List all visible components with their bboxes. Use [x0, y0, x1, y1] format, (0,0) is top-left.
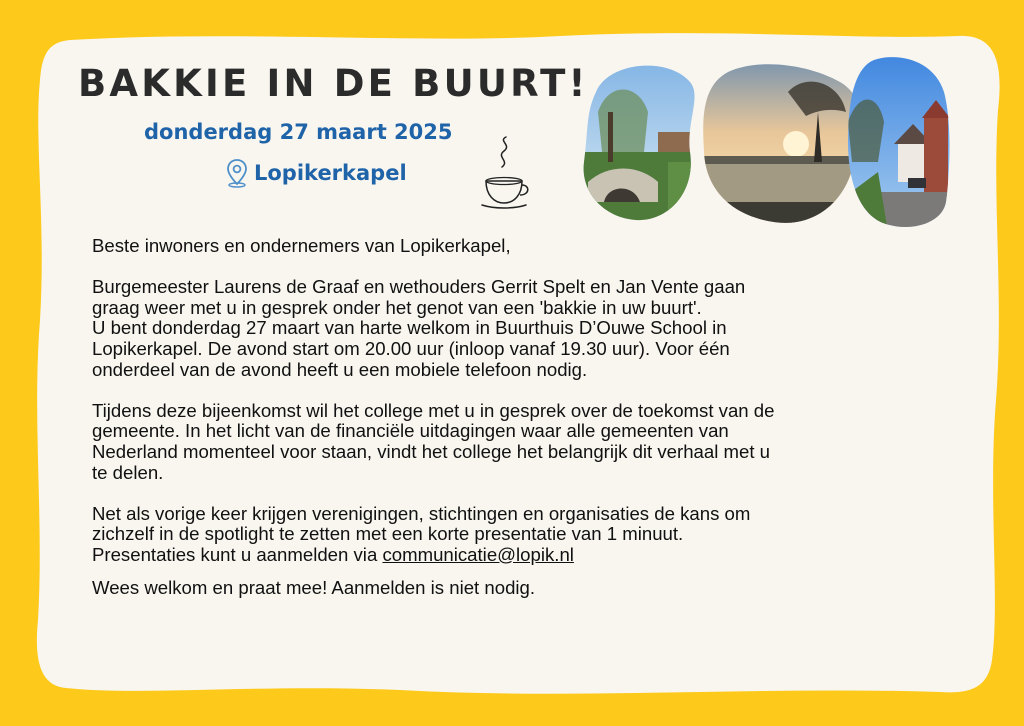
paragraph3-line2: zichzelf in de spotlight te zetten met een korte presentatie van 1 minuut. [92, 523, 684, 545]
paragraph2-line2: gemeente. In het licht van de financiële uitdagingen waar alle gemeenten van [92, 420, 729, 442]
paragraph3-line3-text: Presentaties kunt u aanmelden via [92, 543, 383, 565]
page-title: BAKKIE IN DE BUURT! [78, 62, 589, 105]
paragraph1-line3: U bent donderdag 27 maart van harte welkom in Buurthuis D’Ouwe School in [92, 317, 727, 339]
email-link[interactable]: communicatie@lopik.nl [382, 543, 574, 565]
paragraph1-line5: onderdeel van de avond heeft u een mobiele telefoon nodig. [92, 358, 588, 380]
paragraph2-line3: Nederland momenteel voor staan, vindt het college het belangrijk dit verhaal met u [92, 440, 771, 462]
greeting: Beste inwoners en ondernemers van Lopikerkapel, [92, 235, 511, 256]
paragraph3-line1: Net als vorige keer krijgen verenigingen, stichtingen en organisaties de kans om [92, 502, 751, 524]
closing-line: Wees welkom en praat mee! Aanmelden is niet nodig. [92, 576, 536, 598]
event-date: donderdag 27 maart 2025 [144, 120, 453, 144]
photo-canal-bridge [578, 52, 708, 232]
location-label: Lopikerkapel [254, 161, 407, 185]
paragraph3-line3 [92, 545, 972, 566]
location-pin-icon [224, 158, 250, 188]
photo-village-street [838, 52, 958, 232]
photo-collage [578, 52, 958, 232]
coffee-cup-icon [480, 133, 532, 211]
event-location [224, 158, 407, 188]
paragraph1-line4: Lopikerkapel. De avond start om 20.00 uur (inloop vanaf 19.30 uur). Voor één [92, 337, 730, 359]
letter-body [92, 236, 972, 598]
paragraph2-line1: Tijdens deze bijeenkomst wil het college met u in gesprek over de toekomst van de [92, 399, 775, 421]
paragraph2-line4: te delen. [92, 461, 164, 483]
paragraph1-line1: Burgemeester Laurens de Graaf en wethouders Gerrit Spelt en Jan Vente gaan [92, 276, 746, 298]
paragraph1-line2: graag weer met u in gesprek onder het genot van een 'bakkie in uw buurt'. [92, 296, 702, 318]
